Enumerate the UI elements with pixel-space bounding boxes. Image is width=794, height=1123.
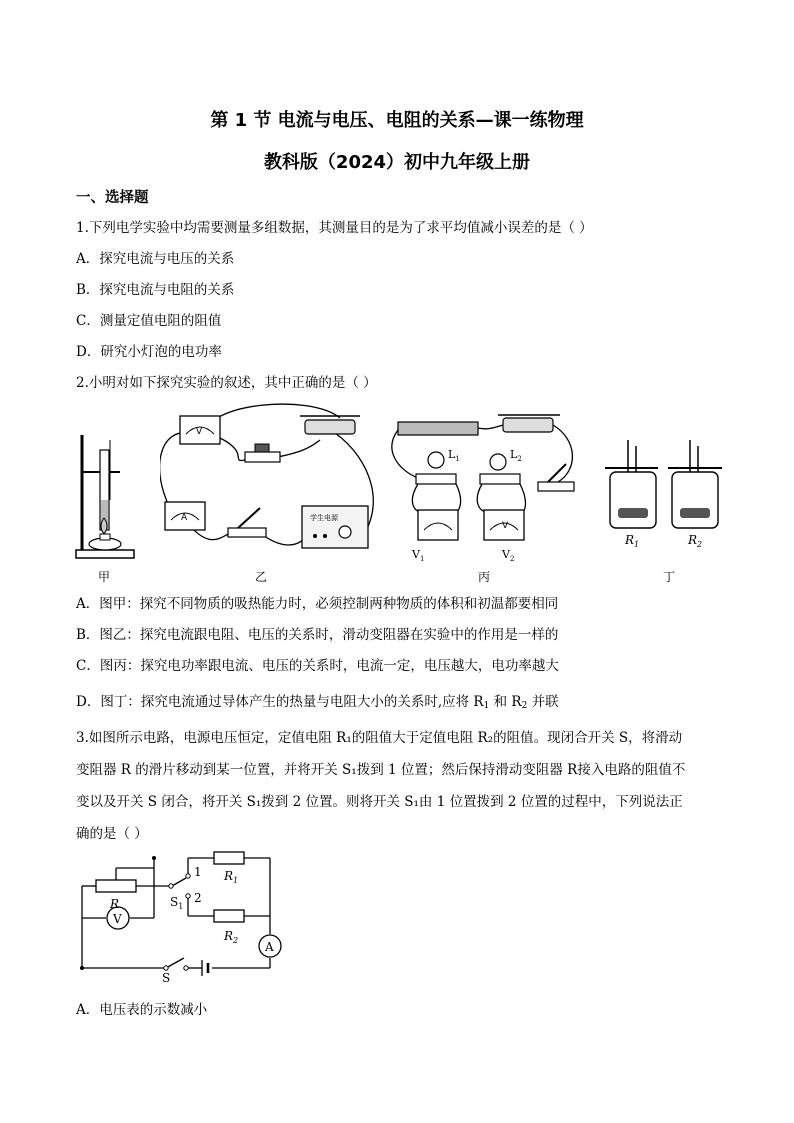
figure-yi-circuit xyxy=(160,398,380,553)
jar-r2-label: $R_2$ xyxy=(688,533,703,549)
voltmeter-label: V xyxy=(196,427,203,437)
q3-s-label: S xyxy=(162,971,171,983)
caption-bing: 丙 xyxy=(478,570,491,584)
q2-option-d: D．图丁：探究电流通过导体产生的热量与电阻大小的关系时,应将 $R_1$ 和 $R_2$ 并联 xyxy=(76,694,559,711)
q1-option-c: C．测量定值电阻的阻值 xyxy=(76,313,222,329)
q2-stem: 2.小明对如下探究实验的叙述，其中正确的是（ ） xyxy=(76,375,377,391)
q3-stem-line-4: 确的是（ ） xyxy=(76,826,148,842)
q3-r2-label: $R_2$ xyxy=(224,929,239,945)
q3-r1-label: $R_1$ xyxy=(224,869,239,885)
q1-option-b: B．探究电流与电阻的关系 xyxy=(76,282,235,298)
q3-option-a: A．电压表的示数减小 xyxy=(76,1002,208,1018)
jar-r1-label: $R_1$ xyxy=(625,533,640,549)
voltmeter-v2-dial: V xyxy=(502,521,509,531)
figure-jia-heating-apparatus xyxy=(70,430,140,565)
q3-stem-line-1: 3.如图所示电路，电源电压恒定，定值电阻 R₁的阻值大于定值电阻 R₂的阻值。现闭合开关 S，将滑动 xyxy=(76,730,683,746)
voltmeter-v1-label: $V_1$ xyxy=(412,548,425,563)
q3-ammeter-label: A xyxy=(265,940,274,954)
caption-ding: 丁 xyxy=(663,570,676,584)
q3-stem-line-2: 变阻器 R 的滑片移动到某一位置，并将开关 S₁拨到 1 位置；然后保持滑动变阻器 R接入电路的阻值不 xyxy=(76,762,686,778)
figure-bing-lamp-circuit xyxy=(388,410,598,570)
q1-option-a: A．探究电流与电压的关系 xyxy=(76,251,235,267)
q3-stem-line-3: 变以及开关 S 闭合，将开关 S₁拨到 2 位置。则将开关 S₁由 1 位置拨到 2 位置的过程中，下列说法正 xyxy=(76,794,683,810)
q3-pos1-label: 1 xyxy=(194,865,202,879)
q2-option-b: B．图乙：探究电流跟电阻、电压的关系时，滑动变阻器在实验中的作用是一样的 xyxy=(76,627,559,643)
q3-rheostat-label: R xyxy=(110,897,120,911)
caption-jia: 甲 xyxy=(98,570,111,584)
figure-ding-jars xyxy=(600,438,735,553)
q3-voltmeter-label: V xyxy=(113,912,122,926)
power-supply-label: 学生电源 xyxy=(310,514,338,522)
ammeter-label: A xyxy=(181,513,188,523)
page-subtitle: 教科版（2024）初中九年级上册 xyxy=(263,152,531,173)
voltmeter-v2-label: $V_2$ xyxy=(502,548,515,563)
page-title: 第 1 节 电流与电压、电阻的关系—课一练物理 xyxy=(210,110,584,131)
q3-s1-label: $S_1$ xyxy=(170,895,184,911)
lamp-l1-label: $L_1$ xyxy=(448,448,460,463)
q3-circuit-diagram xyxy=(74,848,294,983)
lamp-l2-label: $L_2$ xyxy=(510,448,522,463)
section-heading: 一、选择题 xyxy=(76,190,149,206)
q2-option-a: A．图甲：探究不同物质的吸热能力时，必须控制两种物质的体积和初温都要相同 xyxy=(76,596,559,612)
q1-stem: 1.下列电学实验中均需要测量多组数据，其测量目的是为了求平均值减小误差的是（ ） xyxy=(76,220,593,236)
q3-pos2-label: 2 xyxy=(194,891,202,905)
q1-option-d: D．研究小灯泡的电功率 xyxy=(76,344,222,360)
caption-yi: 乙 xyxy=(255,570,268,584)
q2-option-c: C．图丙：探究电功率跟电流、电压的关系时，电流一定，电压越大，电功率越大 xyxy=(76,658,559,674)
